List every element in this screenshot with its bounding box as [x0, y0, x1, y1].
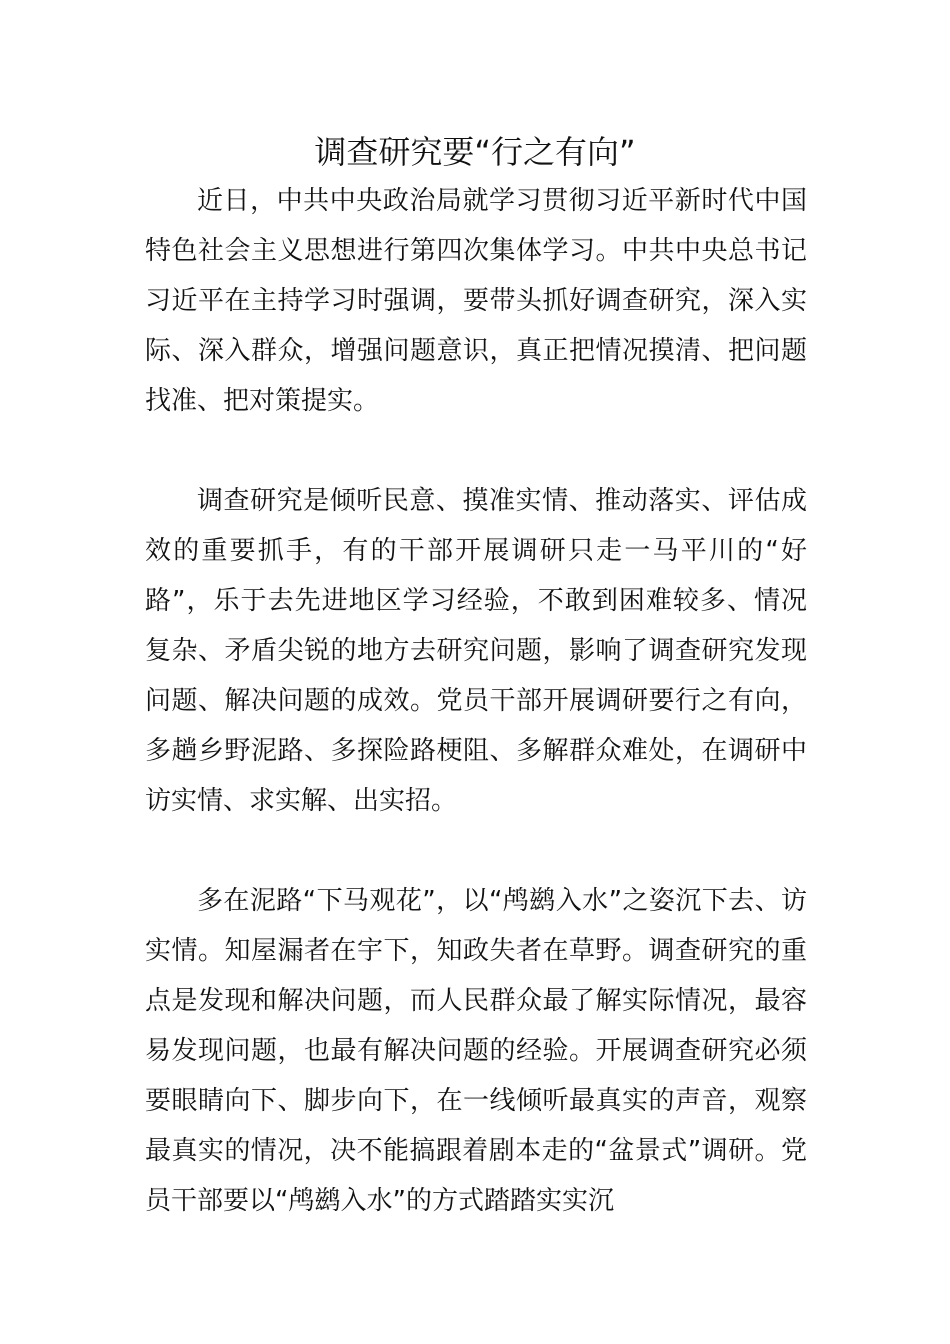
paragraph-2: 调查研究是倾听民意、摸准实情、推动落实、评估成效的重要抓手，有的干部开展调研只走一马平川的“好路”，乐于去先进地区学习经验，不敢到困难较多、情况复杂、矛盾尖锐的地方去研究问题，影响了调查研究发现问题、解决问题的成效。党员干部开展调研要行之有向，多趟乡野泥路、多探险路梗阻、多解群众难处，在调研中访实情、求实解、出实招。: [145, 486, 807, 816]
paragraph-1: 近日，中共中央政治局就学习贯彻习近平新时代中国特色社会主义思想进行第四次集体学习。中共中央总书记习近平在主持学习时强调，要带头抓好调查研究，深入实际、深入群众，增强问题意识，真正把情况摸清、把问题找准、把对策提实。: [145, 186, 807, 416]
document-title: 调查研究要“行之有向”: [314, 133, 636, 171]
paragraph-3: 多在泥路“下马观花”，以“鸬鹚入水”之姿沉下去、访实情。知屋漏者在宇下，知政失者在草野。调查研究的重点是发现和解决问题，而人民群众最了解实际情况，最容易发现问题，也最有解决问题的经验。开展调查研究必须要眼睛向下、脚步向下，在一线倾听最真实的声音，观察最真实的情况，决不能搞跟着剧本走的“盆景式”调研。党员干部要以“鸬鹚入水”的方式踏踏实实沉: [145, 886, 807, 1216]
